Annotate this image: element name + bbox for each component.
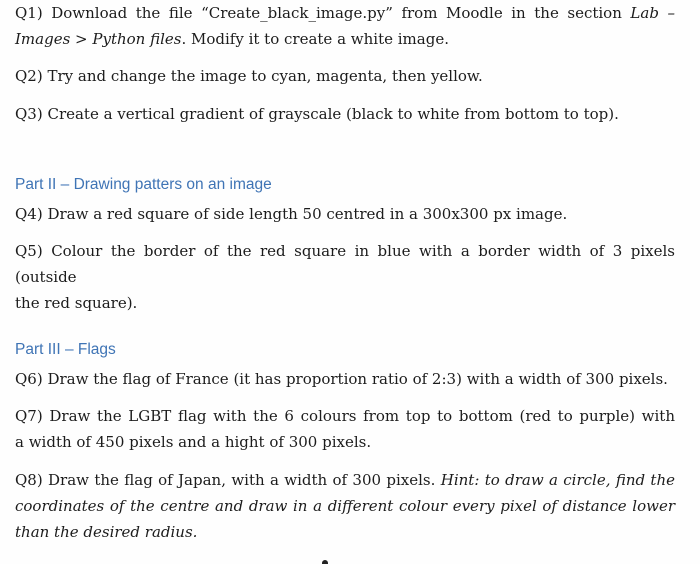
question-6	[15, 366, 675, 392]
question-7-line-1: Q7) Draw the LGBT flag with the 6 colours from top to bottom (red to purple) with	[15, 407, 675, 425]
question-1	[15, 0, 675, 52]
question-8-line-1: Q8) Draw the flag of Japan, with a width of 300 pixels. Hint: to draw a circle, find the	[15, 471, 675, 489]
part-2-heading: Part II – Drawing patters on an image	[15, 176, 272, 193]
page-edge-mark	[322, 560, 328, 564]
question-5-line-1: Q5) Colour the border of the red square in blue with a border width of 3 pixels (outside	[15, 242, 675, 286]
question-5	[15, 238, 675, 316]
question-7	[15, 403, 675, 455]
question-4	[15, 201, 675, 227]
part-3-heading: Part III – Flags	[15, 341, 116, 358]
question-8-line-3: than the desired radius.	[15, 523, 198, 541]
question-6-text: Q6) Draw the flag of France (it has proportion ratio of 2:3) with a width of 300 pixels.	[15, 370, 668, 388]
question-1-line-2: Images > Python files. Modify it to create a white image.	[15, 30, 449, 48]
question-7-line-2: a width of 450 pixels and a hight of 300 pixels.	[15, 433, 372, 451]
question-3	[15, 101, 675, 127]
question-1-line-1: Q1) Download the file “Create_black_image.py” from Moodle in the section Lab –	[15, 4, 675, 22]
question-8	[15, 467, 675, 545]
question-2	[15, 63, 675, 89]
question-4-text: Q4) Draw a red square of side length 50 centred in a 300x300 px image.	[15, 205, 568, 223]
question-5-line-2: the red square).	[15, 294, 138, 312]
question-3-text: Q3) Create a vertical gradient of grayscale (black to white from bottom to top).	[15, 105, 619, 123]
question-2-text: Q2) Try and change the image to cyan, magenta, then yellow.	[15, 67, 483, 85]
question-8-line-2: coordinates of the centre and draw in a different colour every pixel of distance lower	[15, 497, 675, 515]
